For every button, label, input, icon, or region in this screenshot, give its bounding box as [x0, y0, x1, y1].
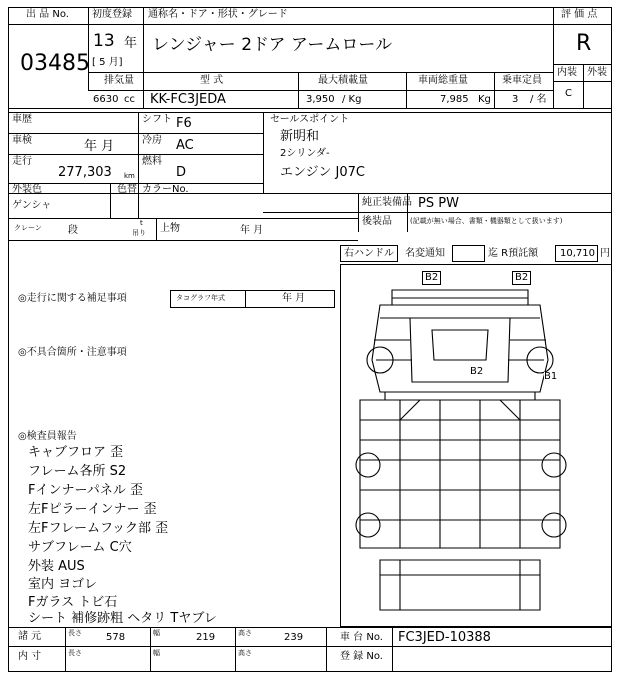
shift-label: シフト: [142, 114, 172, 125]
length-label: 長さ: [68, 629, 82, 637]
color-number-label: カラーNo.: [142, 184, 189, 195]
sales-points-label: セールスポイント: [270, 114, 350, 125]
steering-position: 右ハンドル: [344, 248, 394, 259]
exterior-color-label: 外装色: [12, 184, 42, 195]
defects-label: ◎不具合箇所・注意事項: [18, 347, 127, 358]
crane-ton: t: [140, 219, 143, 227]
displacement-label: 排気量: [104, 75, 134, 86]
inspector-report-line: Fインナーパネル 歪: [28, 483, 143, 498]
interior-width-label: 幅: [153, 649, 160, 657]
lot-number-label: 出 品 No.: [26, 9, 69, 20]
first-registration-year: 13: [93, 31, 115, 51]
height: 239: [284, 632, 304, 643]
vin-label: 車 台 No.: [340, 632, 383, 643]
inspector-report-line: キャブフロア 歪: [28, 445, 124, 460]
tachograph-value: 年 月: [282, 293, 306, 304]
crane-label: クレーン: [14, 224, 42, 232]
upper-label: 上物: [160, 223, 180, 234]
sales-point-1: 新明和: [280, 129, 320, 144]
gross-weight-label: 車両総重量: [418, 75, 468, 86]
exterior-color: ゲンシャ: [12, 200, 52, 211]
aftermarket-label: 後装品: [362, 216, 392, 227]
width-label: 幅: [153, 629, 160, 637]
grade-label: 評 価 点: [561, 9, 598, 20]
damage-mark-cab-left: B2: [422, 271, 441, 285]
mileage-unit: km: [124, 172, 135, 180]
model-code: KK-FC3JEDA: [150, 92, 226, 107]
inspector-report-line: シート 補修跡粗 ヘタリ Tヤブレ: [28, 611, 217, 626]
max-load: 3,950: [306, 94, 335, 105]
mileage: 277,303: [58, 165, 112, 180]
displacement: 6630: [93, 94, 119, 105]
exterior-grade-label: 外装: [587, 67, 607, 78]
fuel: D: [176, 165, 187, 180]
tachograph-label: タコグラフ年式: [176, 294, 225, 302]
inspector-report-line: 室内 ヨゴレ: [28, 577, 98, 592]
aftermarket-note: (記載が無い場合、書類・機器類として扱います): [410, 217, 563, 225]
capacity-label: 乗車定員: [502, 75, 542, 86]
ac-label: 冷房: [142, 135, 162, 146]
capacity: 3: [512, 94, 519, 105]
recycle-unit: 円: [600, 248, 610, 259]
damage-mark-cab-center: B2: [470, 366, 484, 377]
inspector-report-line: フレーム各所 S2: [28, 464, 127, 479]
first-registration-label: 初度登録: [92, 9, 132, 20]
history-label: 車歴: [12, 114, 32, 125]
shift: F6: [176, 116, 192, 131]
inspector-report-line: サブフレーム C穴: [28, 540, 132, 555]
gross-weight-unit: Kg: [478, 94, 491, 105]
specs-row-label: 諸 元: [18, 631, 42, 642]
recycle-fee: 10,710: [560, 248, 595, 259]
fuel-label: 燃料: [142, 156, 162, 167]
inspection-value: 年 月: [84, 139, 115, 154]
inspector-report-line: Fガラス トビ石: [28, 595, 118, 610]
interior-grade: C: [565, 88, 572, 99]
damage-mark-right-side: B1: [544, 371, 558, 382]
interior-height-label: 高さ: [238, 649, 252, 657]
genuine-equipment: PS PW: [418, 196, 459, 211]
interior-length-label: 長さ: [68, 649, 82, 657]
vehicle-name: レンジャー 2ドア アームロール: [152, 35, 393, 55]
length: 578: [106, 632, 126, 643]
upper-value: 年 月: [240, 225, 264, 236]
overall-grade: R: [576, 31, 592, 56]
inspection-label: 車検: [12, 135, 32, 146]
year-unit: 年: [124, 36, 138, 51]
vehicle-name-label: 通称名・ドア・形状・グレード: [148, 9, 288, 20]
inspector-report-line: 外装 AUS: [28, 559, 85, 574]
max-load-unit: / Kg: [342, 94, 362, 105]
displacement-unit: cc: [124, 94, 135, 105]
sales-point-2: 2シリンダ-: [280, 148, 330, 159]
inspector-report-label: ◎検査員報告: [18, 431, 77, 442]
inspector-report-line: 左Fフレームフック部 歪: [28, 521, 169, 536]
crane-hook: 吊り: [132, 229, 146, 237]
capacity-unit: / 名: [530, 94, 547, 105]
genuine-equipment-label: 純正装備品: [362, 197, 412, 208]
model-label: 型 式: [200, 75, 224, 86]
gross-weight: 7,985: [440, 94, 469, 105]
color-change-label: 色替: [117, 184, 137, 195]
sales-point-3: エンジン J07C: [280, 165, 365, 180]
height-label: 高さ: [238, 629, 252, 637]
first-registration-month: [ 5 月]: [92, 57, 123, 68]
chassis-number: FC3JED-10388: [398, 630, 491, 645]
lot-number: 03485: [20, 51, 90, 76]
recycle-label: 迄 R預託額: [488, 248, 539, 259]
interior-grade-label: 内装: [557, 67, 577, 78]
mileage-label: 走行: [12, 156, 32, 167]
registration-number-label: 登 録 No.: [340, 651, 383, 662]
damage-mark-cab-right: B2: [512, 271, 531, 285]
width: 219: [196, 632, 216, 643]
max-load-label: 最大積載量: [318, 75, 368, 86]
crane-stage: 段: [68, 225, 78, 236]
driving-notes-label: ◎走行に関する補足事項: [18, 293, 127, 304]
name-change-label: 名変通知: [405, 248, 445, 259]
interior-dimensions-label: 内 寸: [18, 651, 42, 662]
inspector-report-line: 左Fピラーインナー 歪: [28, 502, 157, 517]
air-conditioning: AC: [176, 138, 194, 153]
